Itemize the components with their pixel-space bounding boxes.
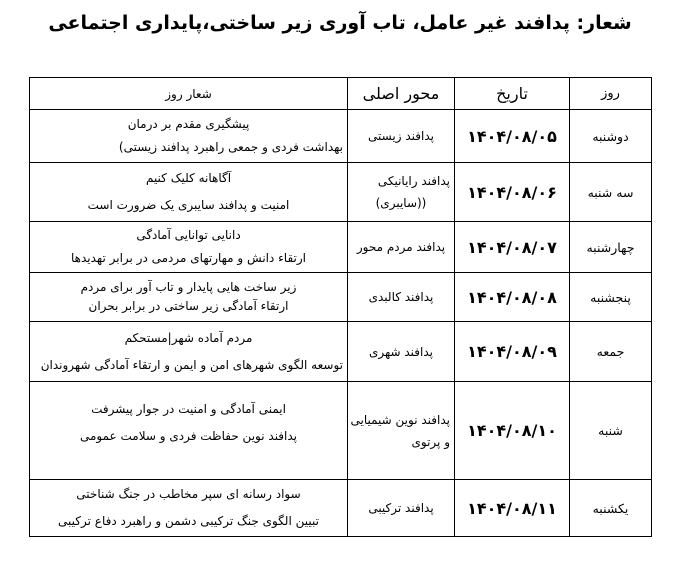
header-slogan: شعار روز bbox=[30, 78, 348, 110]
axis-line: پدافند رایانیکی bbox=[377, 174, 450, 188]
table-header-row bbox=[30, 78, 652, 110]
slogan-cell bbox=[30, 382, 348, 480]
slogan-line: پیشگیری مقدم بر درمان bbox=[127, 117, 250, 131]
slogan-cell bbox=[30, 222, 348, 273]
header-date: تاریخ bbox=[455, 78, 570, 110]
slogan-cell bbox=[30, 480, 348, 537]
date-cell: ۱۴۰۴/۰۸/۰۶ bbox=[455, 163, 570, 222]
day-cell: پنجشنبه bbox=[570, 273, 652, 322]
axis-line: ((سایبری) bbox=[375, 196, 427, 210]
axis-cell: پدافند زیستی bbox=[348, 110, 455, 163]
date-cell: ۱۴۰۴/۰۸/۰۵ bbox=[455, 110, 570, 163]
axis-cell: پدافند مردم محور bbox=[348, 222, 455, 273]
slogan-line: ایمنی آمادگی و امنیت در جوار پیشرفت bbox=[91, 401, 286, 416]
axis-line: و پرتوی bbox=[411, 434, 450, 449]
axis-cell: پدافند کالبدی bbox=[348, 273, 455, 322]
slogan-line: دانایی توانایی آمادگی bbox=[136, 228, 241, 242]
slogan-line: بهداشت فردی و جمعی راهبرد پدافند زیستی) bbox=[118, 140, 343, 154]
day-cell: سه شنبه bbox=[570, 163, 652, 222]
day-cell: شنبه bbox=[570, 382, 652, 480]
slogan-line: امنیت و پدافند سایبری یک ضرورت است bbox=[87, 198, 290, 212]
date-cell: ۱۴۰۴/۰۸/۱۰ bbox=[455, 382, 570, 480]
page-title: شعار: پدافند غیر عامل، تاب آوری زیر ساختی،پایداری اجتماعی bbox=[48, 12, 632, 34]
date-cell: ۱۴۰۴/۰۸/۰۷ bbox=[455, 222, 570, 273]
day-cell: دوشنبه bbox=[570, 110, 652, 163]
header-axis: محور اصلی bbox=[348, 78, 455, 110]
axis-cell: پدافند شهری bbox=[348, 322, 455, 382]
axis-line: پدافند نوین شیمیایی bbox=[350, 412, 450, 427]
date-cell: ۱۴۰۴/۰۸/۰۸ bbox=[455, 273, 570, 322]
axis-cell: پدافند ترکیبی bbox=[348, 480, 455, 537]
slogan-cell bbox=[30, 273, 348, 322]
slogan-line: سواد رسانه ای سپر مخاطب در جنگ شناختی bbox=[76, 487, 301, 501]
slogan-line: آگاهانه کلیک کنیم bbox=[145, 171, 232, 185]
table-row bbox=[30, 273, 652, 322]
slogan-line: زیر ساخت هایی پایدار و تاب آور برای مردم bbox=[80, 280, 297, 294]
slogan-cell bbox=[30, 322, 348, 382]
table-row bbox=[30, 480, 652, 537]
date-cell: ۱۴۰۴/۰۸/۱۱ bbox=[455, 480, 570, 537]
slogan-line: ارتقاء آمادگی زیر ساختی در برابر بحران bbox=[88, 299, 289, 313]
day-cell: یکشنبه bbox=[570, 480, 652, 537]
table-row bbox=[30, 163, 652, 222]
slogan-line: مردم آماده شهر|مستحکم bbox=[124, 330, 253, 345]
slogan-line: توسعه الگوی شهرهای امن و ایمن و ارتقاء آمادگی شهروندان bbox=[40, 357, 343, 372]
slogan-cell bbox=[30, 163, 348, 222]
day-cell: چهارشنبه bbox=[570, 222, 652, 273]
table-row bbox=[30, 222, 652, 273]
schedule-table bbox=[29, 77, 652, 537]
slogan-line: تبیین الگوی جنگ ترکیبی دشمن و راهبرد دفاع ترکیبی bbox=[58, 514, 319, 528]
slogan-line: ارتقاء دانش و مهارتهای مردمی در برابر تهدیدها bbox=[71, 251, 306, 265]
date-cell: ۱۴۰۴/۰۸/۰۹ bbox=[455, 322, 570, 382]
table-row bbox=[30, 322, 652, 382]
slogan-line: پدافند نوین حفاظت فردی و سلامت عمومی bbox=[79, 428, 298, 443]
header-day: روز bbox=[570, 78, 652, 110]
table-row bbox=[30, 110, 652, 163]
axis-cell bbox=[348, 163, 455, 222]
axis-cell bbox=[348, 382, 455, 480]
slogan-cell bbox=[30, 110, 348, 163]
day-cell: جمعه bbox=[570, 322, 652, 382]
table-row bbox=[30, 382, 652, 480]
